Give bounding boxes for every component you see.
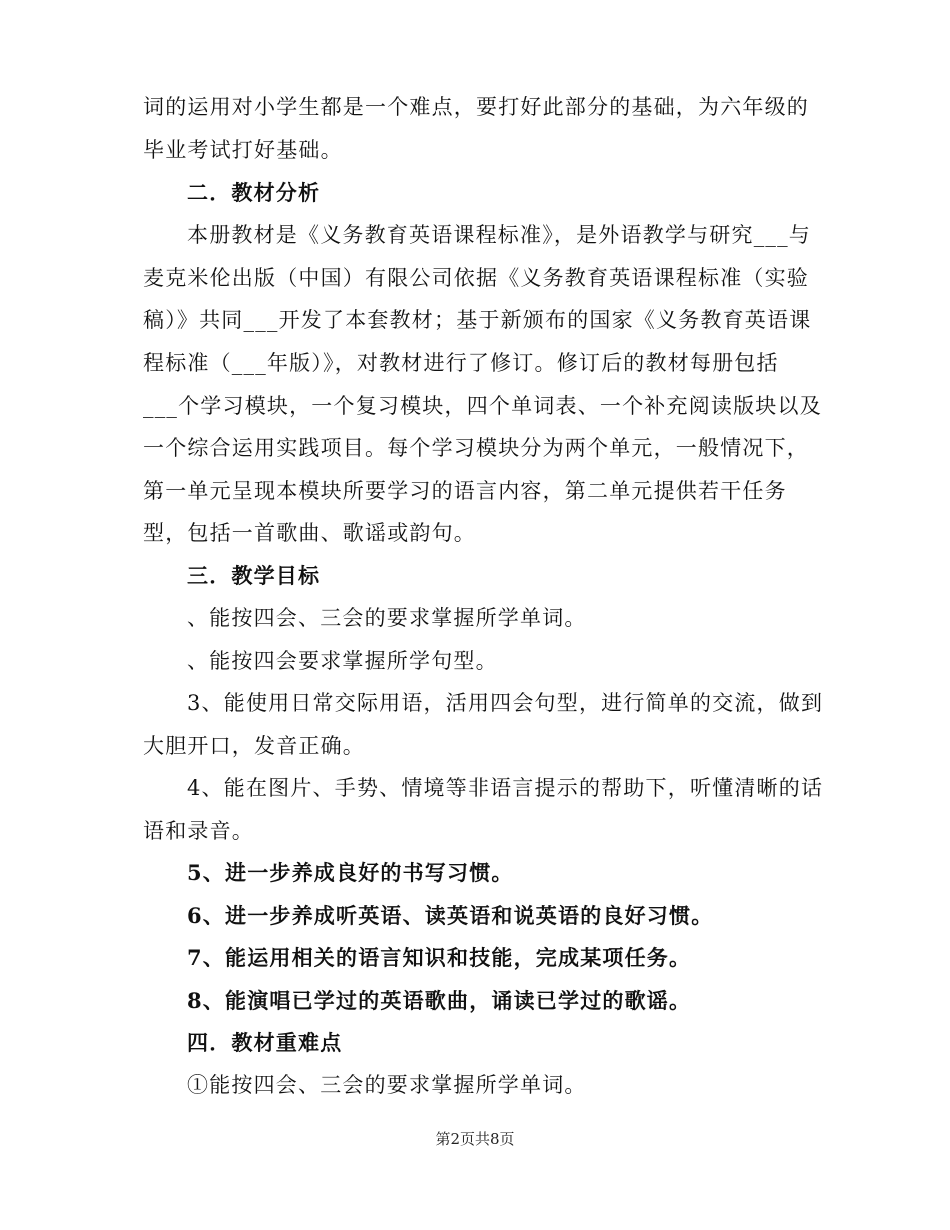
paragraph-line: 稿）》共同___开发了本套教材；基于新颁布的国家《义务教育英语课 <box>143 308 812 332</box>
paragraph-line: 一个综合运用实践项目。每个学习模块分为两个单元，一般情况下， <box>143 436 809 460</box>
goal-item-3: 3、能使用日常交际用语，活用四会句型，进行简单的交流，做到 <box>187 691 824 715</box>
goal-item-2: 、能按四会要求掌握所学句型。 <box>187 649 498 673</box>
goal-item-8: 8、能演唱已学过的英语歌曲，诵读已学过的歌谣。 <box>187 988 692 1013</box>
page-number-footer: 第2页共8页 <box>435 1130 515 1148</box>
section-heading-3: 三．教学目标 <box>187 563 321 588</box>
paragraph-line: 词的运用对小学生都是一个难点，要打好此部分的基础，为六年级的 <box>143 95 809 119</box>
paragraph-line: ___个学习模块，一个复习模块，四个单词表、一个补充阅读版块以及 <box>143 394 822 418</box>
goal-item-5: 5、进一步养成良好的书写习惯。 <box>187 860 514 885</box>
paragraph-line: 本册教材是《义务教育英语课程标准》，是外语教学与研究___与 <box>187 223 811 247</box>
key-point-1: ①能按四会、三会的要求掌握所学单词。 <box>187 1073 587 1097</box>
section-heading-4: 四．教材重难点 <box>187 1030 343 1055</box>
goal-item-4-cont: 语和录音。 <box>143 819 254 843</box>
goal-item-4: 4、能在图片、手势、情境等非语言提示的帮助下，听懂清晰的话 <box>187 776 824 800</box>
goal-item-6: 6、进一步养成听英语、读英语和说英语的良好习惯。 <box>187 903 714 928</box>
paragraph-line: 麦克米伦出版（中国）有限公司依据《义务教育英语课程标准（实验 <box>143 266 809 290</box>
paragraph-line: 毕业考试打好基础。 <box>143 138 343 162</box>
paragraph-line: 第一单元呈现本模块所要学习的语言内容，第二单元提供若干任务 <box>143 479 787 503</box>
section-heading-2: 二．教材分析 <box>187 180 321 205</box>
goal-item-3-cont: 大胆开口，发音正确。 <box>143 734 365 758</box>
goal-item-7: 7、能运用相关的语言知识和技能，完成某项任务。 <box>187 945 692 970</box>
paragraph-line: 程标准（___年版）》，对教材进行了修订。修订后的教材每册包括 <box>143 351 779 375</box>
paragraph-line: 型，包括一首歌曲、歌谣或韵句。 <box>143 521 476 545</box>
goal-item-1: 、能按四会、三会的要求掌握所学单词。 <box>187 606 587 630</box>
